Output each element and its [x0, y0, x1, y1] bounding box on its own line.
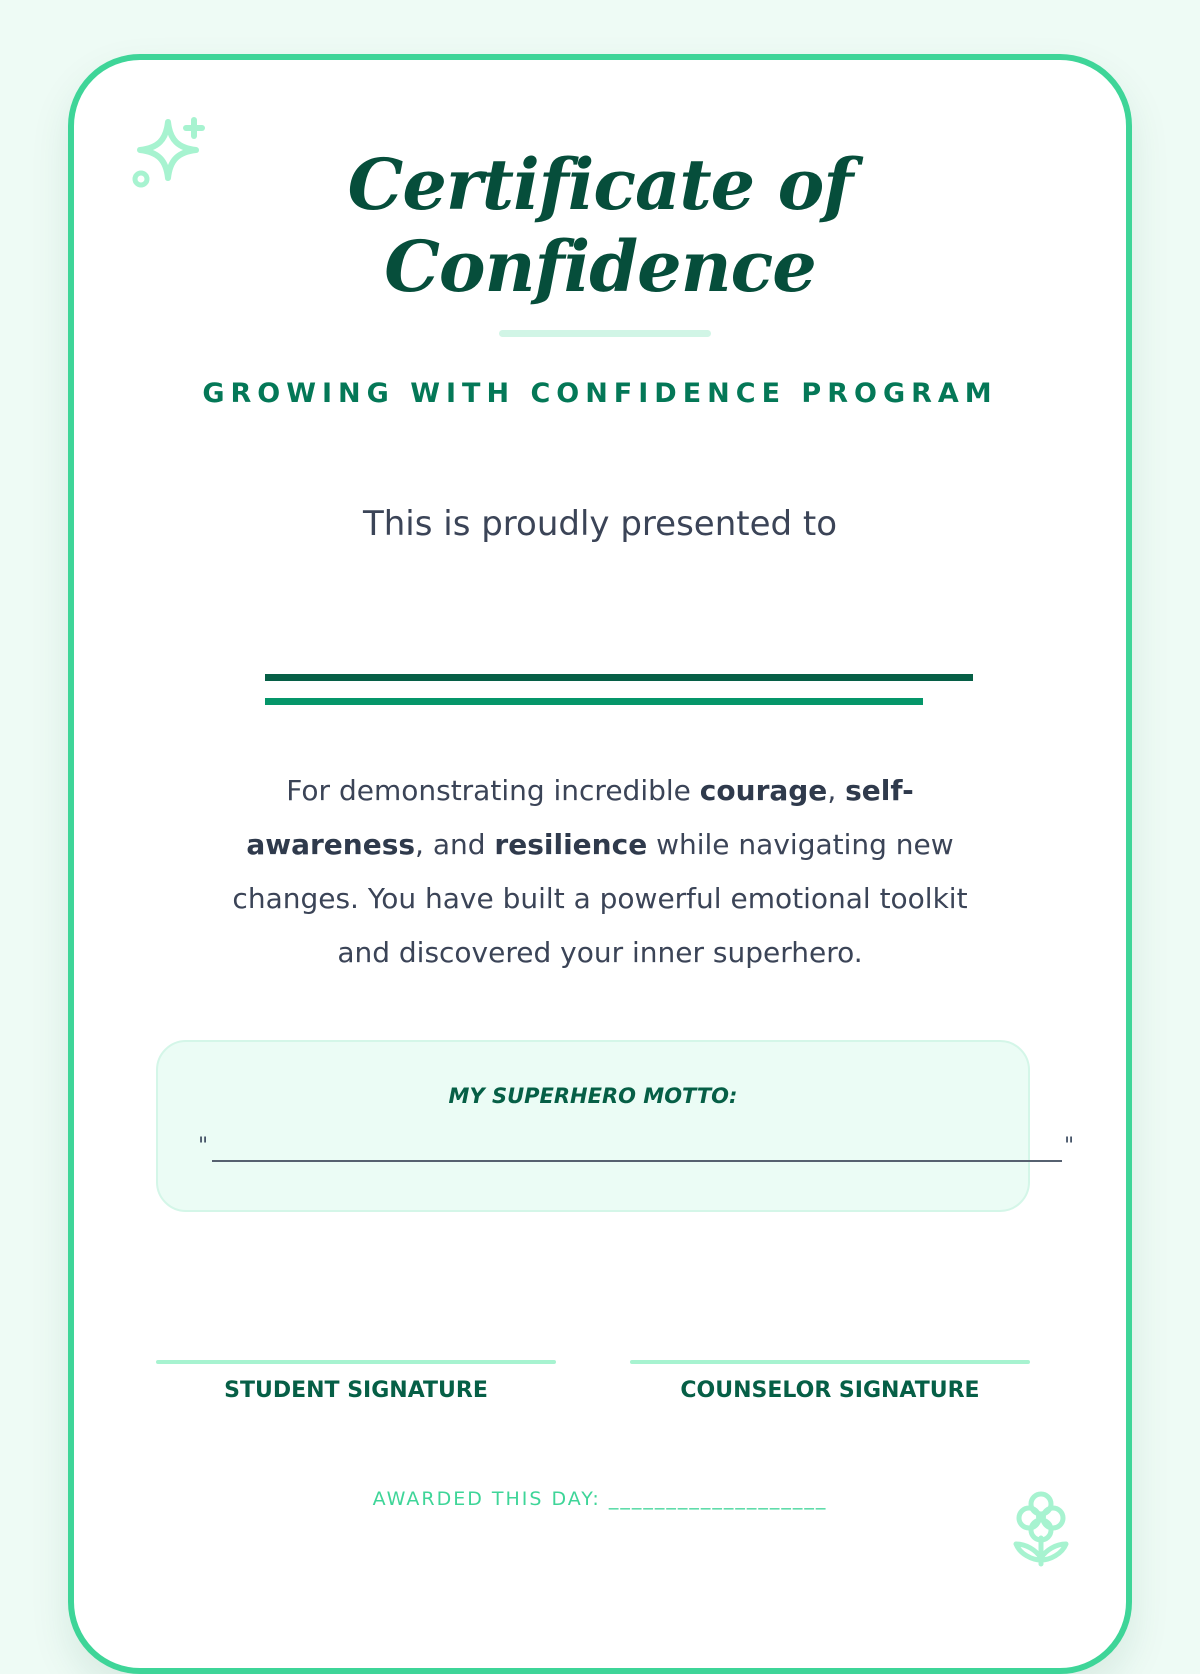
student-signature-line[interactable]	[156, 1360, 556, 1364]
motto-open-quote: "	[198, 1134, 209, 1159]
recipient-name-line[interactable]	[265, 674, 973, 681]
presented-to-text: This is proudly presented to	[362, 504, 838, 544]
body-self-awareness: self-awareness	[246, 774, 914, 861]
title-line-1: Certificate of	[347, 143, 853, 226]
motto-blank-line	[212, 1160, 1062, 1162]
motto-field[interactable]	[198, 1130, 1078, 1166]
certificate-card	[68, 54, 1132, 1674]
counselor-signature-label: COUNSELOR SIGNATURE	[680, 1378, 980, 1403]
title-divider	[499, 330, 711, 337]
body-courage: courage	[699, 774, 828, 807]
motto-box	[156, 1040, 1075, 1212]
flower-icon	[1010, 1488, 1072, 1568]
motto-label: MY SUPERHERO MOTTO:	[448, 1084, 738, 1108]
body-resilience: resilience	[494, 828, 648, 861]
recipient-name-underline	[265, 698, 923, 705]
body-text-3: , and	[415, 828, 495, 861]
student-signature-label: STUDENT SIGNATURE	[224, 1378, 488, 1403]
certificate-title	[74, 144, 1126, 308]
title-line-2: Confidence	[384, 225, 816, 308]
program-name: GROWING WITH CONFIDENCE PROGRAM	[202, 378, 998, 409]
body-text-4: while navigating new changes. You have built a powerful emotional toolkit and discovered your inner superhero.	[232, 828, 968, 969]
motto-close-quote: "	[1064, 1134, 1075, 1159]
certificate-body	[224, 764, 976, 980]
awarded-date: AWARDED THIS DAY: ___________________	[372, 1488, 828, 1510]
body-text-2: ,	[827, 774, 846, 807]
body-text-1: For demonstrating incredible	[286, 774, 700, 807]
counselor-signature-line[interactable]	[630, 1360, 1030, 1364]
